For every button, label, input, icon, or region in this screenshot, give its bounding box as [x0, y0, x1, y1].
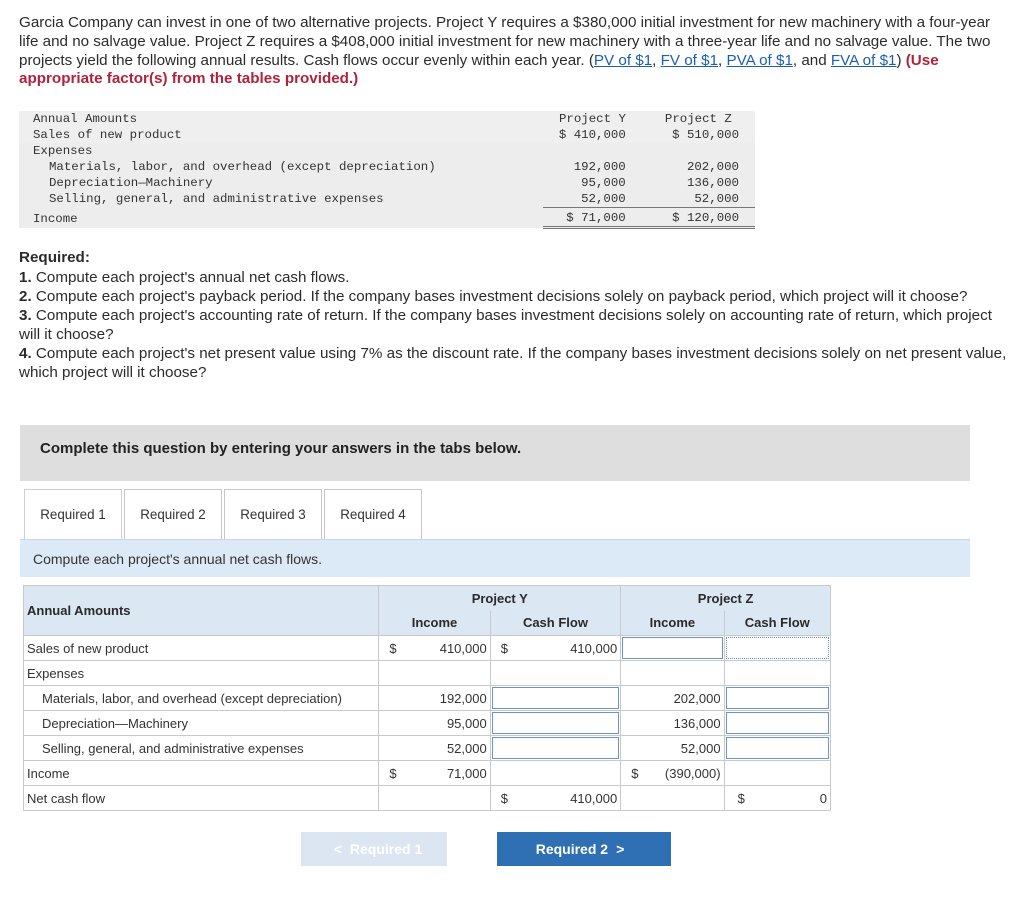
given-row-y: $ 71,000	[543, 208, 642, 228]
currency-sign: $	[737, 790, 745, 806]
separator: )	[896, 51, 906, 69]
row-label: Depreciation—Machinery	[24, 711, 379, 736]
required-item-text: Compute each project's annual net cash flows.	[35, 269, 350, 286]
z-selling-cash-flow-input[interactable]	[726, 737, 829, 759]
y-selling-income: 52,000	[379, 736, 490, 761]
y-sales-income: 410,000	[410, 636, 490, 661]
given-row-z: 202,000	[642, 159, 755, 175]
empty-cell	[379, 786, 490, 811]
z-income-header: Income	[621, 611, 724, 636]
y-cash-flow-header: Cash Flow	[490, 611, 620, 636]
given-row-label: Income	[19, 208, 543, 228]
z-net-cash-flow: 0	[819, 790, 827, 806]
y-net-cash-flow: 410,000	[520, 786, 620, 811]
table-row	[24, 636, 831, 661]
required-item	[19, 306, 1009, 344]
given-header-label: Annual Amounts	[19, 111, 543, 127]
row-label: Selling, general, and administrative expenses	[24, 736, 379, 761]
given-row-y: 52,000	[543, 191, 642, 208]
pv-of-1-link[interactable]: PV of $1	[593, 51, 653, 69]
factor-instruction: (Use appropriate factor(s) from the tables provided.)	[19, 51, 939, 88]
currency-sign: $	[490, 636, 520, 661]
next-button-label: Required 2	[535, 841, 609, 857]
required-item	[19, 268, 1009, 287]
z-depreciation-cash-flow-cell	[724, 711, 830, 736]
given-row-z: 136,000	[642, 175, 755, 191]
z-materials-cash-flow-input[interactable]	[726, 687, 829, 709]
z-selling-income: 52,000	[621, 736, 724, 761]
previous-button[interactable]	[301, 832, 447, 866]
pva-of-1-link[interactable]: PVA of $1	[726, 51, 793, 69]
complete-question-banner	[20, 425, 970, 481]
required-item-number: 4.	[19, 345, 32, 362]
given-row-label: Sales of new product	[19, 127, 543, 143]
z-sales-income-cell	[621, 636, 724, 661]
required-section	[19, 248, 1009, 382]
y-income-total: 71,000	[410, 761, 490, 786]
given-row	[19, 143, 755, 159]
required-item	[19, 287, 1009, 306]
y-materials-cash-flow-cell	[490, 686, 620, 711]
given-row-label: Selling, general, and administrative expenses	[19, 191, 543, 208]
tab-instruction-text: Compute each project's annual net cash flows.	[33, 551, 323, 567]
z-materials-cash-flow-cell	[724, 686, 830, 711]
y-depreciation-income: 95,000	[379, 711, 490, 736]
given-row-y	[543, 143, 642, 159]
required-tabs	[24, 489, 424, 539]
z-income-total: (390,000)	[652, 761, 724, 786]
currency-sign: $	[621, 761, 652, 786]
required-item-text: Compute each project's net present value using 7% as the discount rate. If the company bases investment decisions solely on net present value, which project will it choose?	[19, 345, 1007, 381]
empty-cell	[379, 661, 490, 686]
required-item	[19, 344, 1009, 382]
given-row	[19, 127, 755, 143]
given-header-project-y: Project Y	[543, 111, 642, 127]
z-net-cash-flow-cell	[724, 786, 830, 811]
project-z-header: Project Z	[621, 586, 831, 611]
y-selling-cash-flow-cell	[490, 736, 620, 761]
empty-cell	[621, 786, 724, 811]
given-row	[19, 159, 755, 175]
y-materials-income: 192,000	[379, 686, 490, 711]
given-row-label: Materials, labor, and overhead (except depreciation)	[19, 159, 543, 175]
given-header-project-z: Project Z	[642, 111, 755, 127]
y-sales-cash-flow: 410,000	[520, 636, 620, 661]
row-label: Income	[24, 761, 379, 786]
y-depreciation-cash-flow-cell	[490, 711, 620, 736]
previous-button-label: Required 1	[349, 841, 423, 857]
y-depreciation-cash-flow-input[interactable]	[492, 712, 619, 734]
row-label: Expenses	[24, 661, 379, 686]
given-row-z: $ 120,000	[642, 208, 755, 228]
problem-text: Garcia Company can invest in one of two alternative projects. Project Y requires a $380,000 initial investment for new machinery with a four-year life and no salvage value. Project Z requires a $408,000 initial investment for new machinery with a three-year life and no salvage value. The two projects yield the following annual results. Cash flows occur evenly within each year. (	[19, 14, 991, 69]
table-row	[24, 661, 831, 686]
z-depreciation-income: 136,000	[621, 711, 724, 736]
grid-label-header: Annual Amounts	[24, 586, 379, 636]
empty-cell	[490, 661, 620, 686]
required-item-number: 3.	[19, 307, 32, 324]
required-item-number: 2.	[19, 288, 32, 305]
separator: ,	[652, 51, 661, 69]
complete-question-text: Complete this question by entering your answers in the tabs below.	[40, 440, 522, 457]
given-row-y: $ 410,000	[543, 127, 642, 143]
tab-required-2[interactable]: Required 2	[124, 489, 222, 539]
y-income-header: Income	[379, 611, 490, 636]
empty-cell	[490, 761, 620, 786]
problem-statement	[19, 14, 1009, 89]
separator: , and	[792, 51, 831, 69]
given-row-label: Expenses	[19, 143, 543, 159]
given-row-y: 192,000	[543, 159, 642, 175]
currency-sign: $	[379, 761, 410, 786]
z-sales-income-input[interactable]	[622, 637, 722, 659]
table-row	[24, 711, 831, 736]
answer-grid	[23, 585, 831, 811]
y-materials-cash-flow-input[interactable]	[492, 687, 619, 709]
given-row-z	[642, 143, 755, 159]
required-title: Required:	[19, 249, 90, 266]
table-row	[24, 686, 831, 711]
y-selling-cash-flow-input[interactable]	[492, 737, 619, 759]
z-sales-cash-flow-input[interactable]	[726, 637, 829, 659]
given-row-label: Depreciation—Machinery	[19, 175, 543, 191]
tab-required-3[interactable]: Required 3	[224, 489, 322, 539]
next-button[interactable]	[497, 832, 671, 866]
given-data-table	[19, 111, 755, 229]
grid-header-row	[24, 586, 831, 611]
given-row	[19, 208, 755, 228]
currency-sign: $	[379, 636, 410, 661]
fv-of-1-link[interactable]: FV of $1	[660, 51, 719, 69]
given-row	[19, 191, 755, 208]
required-item-number: 1.	[19, 269, 32, 286]
empty-cell	[724, 661, 830, 686]
project-y-header: Project Y	[379, 586, 621, 611]
empty-cell	[724, 761, 830, 786]
given-header-row	[19, 111, 755, 127]
chevron-left-icon: <	[333, 841, 342, 857]
z-selling-cash-flow-cell	[724, 736, 830, 761]
table-row	[24, 786, 831, 811]
given-row	[19, 175, 755, 191]
required-item-text: Compute each project's accounting rate of return. If the company bases investment decisions solely on accounting rate of return, which project will it choose?	[19, 307, 992, 343]
tab-required-1[interactable]: Required 1	[24, 489, 122, 539]
empty-cell	[621, 661, 724, 686]
given-row-z: $ 510,000	[642, 127, 755, 143]
row-label: Materials, labor, and overhead (except depreciation)	[24, 686, 379, 711]
currency-sign: $	[490, 786, 520, 811]
row-label: Sales of new product	[24, 636, 379, 661]
fva-of-1-link[interactable]: FVA of $1	[830, 51, 897, 69]
z-cash-flow-header: Cash Flow	[724, 611, 830, 636]
separator: ,	[718, 51, 727, 69]
table-row	[24, 761, 831, 786]
tab-required-4[interactable]: Required 4	[324, 489, 422, 539]
table-row	[24, 736, 831, 761]
given-row-y: 95,000	[543, 175, 642, 191]
tab-instruction	[20, 539, 970, 577]
z-sales-cash-flow-cell	[724, 636, 830, 661]
given-row-z: 52,000	[642, 191, 755, 208]
chevron-right-icon: >	[616, 841, 625, 857]
z-materials-income: 202,000	[621, 686, 724, 711]
row-label: Net cash flow	[24, 786, 379, 811]
required-item-text: Compute each project's payback period. If the company bases investment decisions solely on payback period, which project will it choose?	[35, 288, 968, 305]
z-depreciation-cash-flow-input[interactable]	[726, 712, 829, 734]
